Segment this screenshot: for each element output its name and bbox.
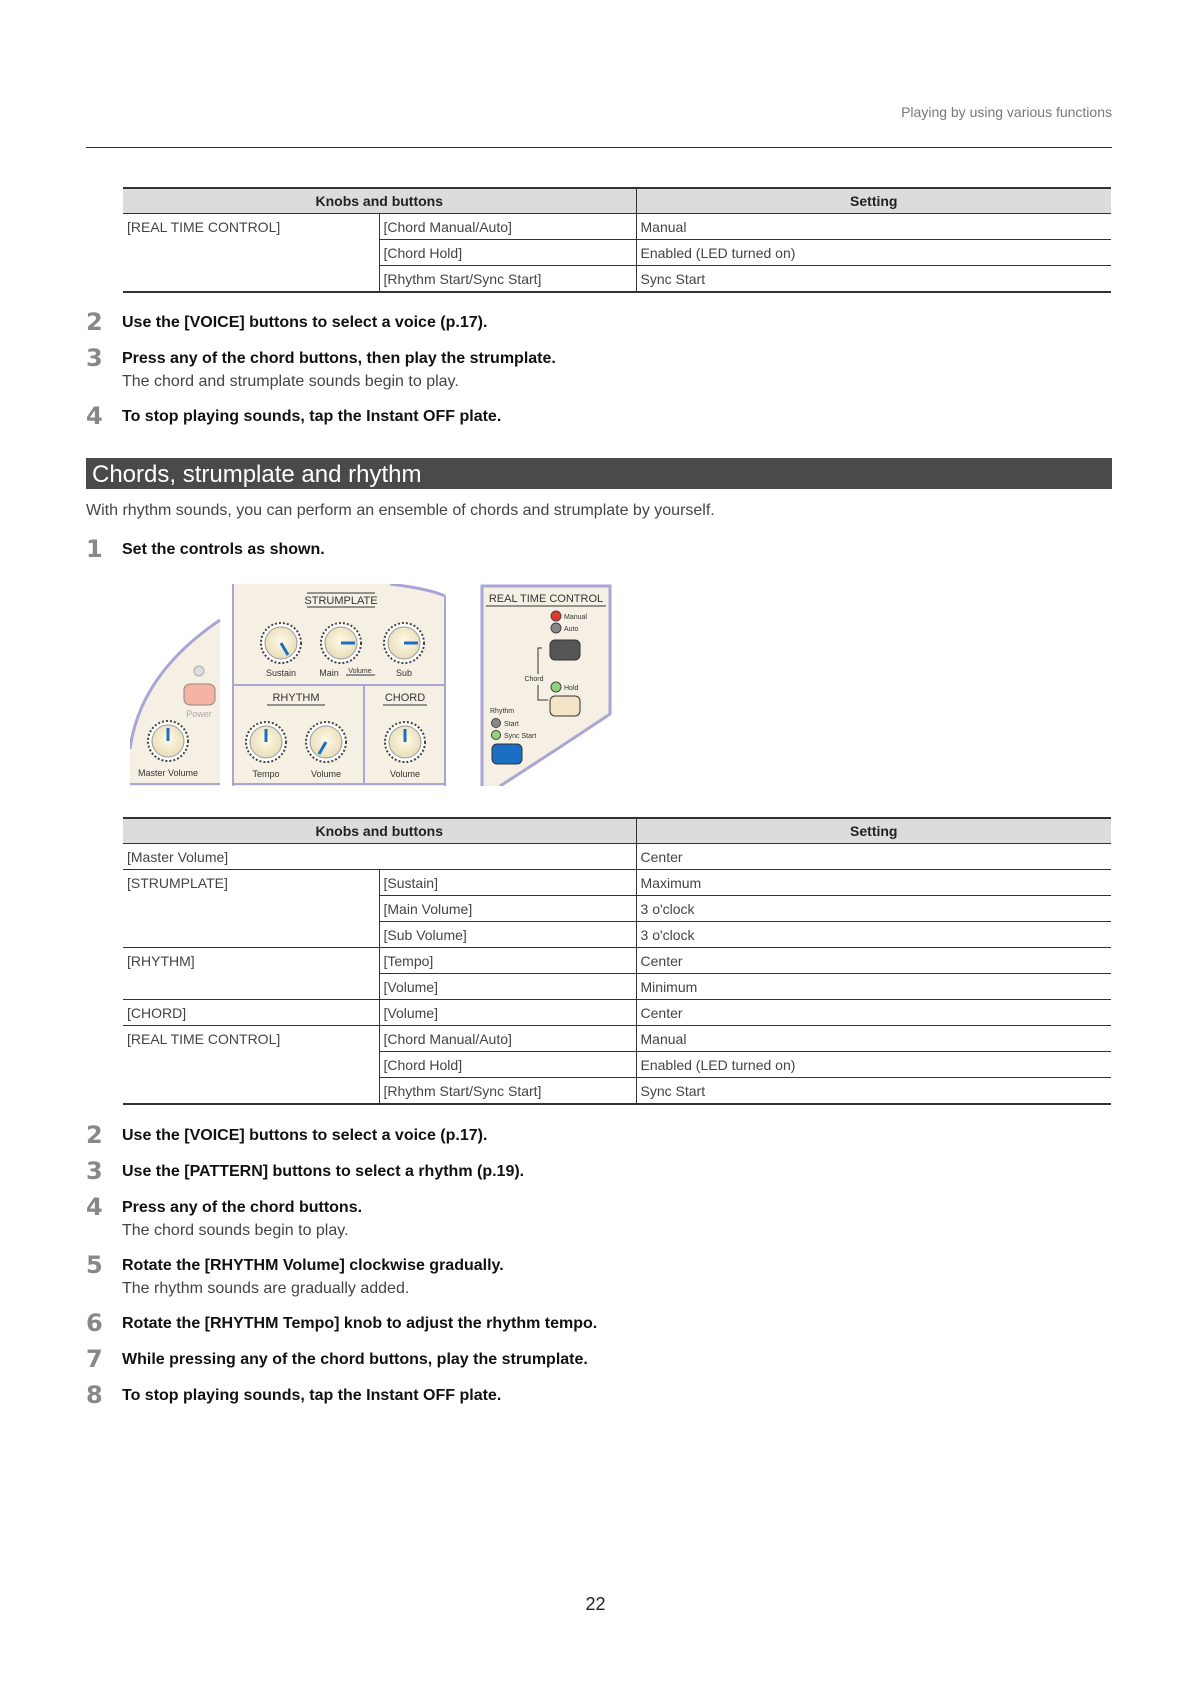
column-header-knobs: Knobs and buttons [123,188,636,214]
chord-hold-button [550,696,580,716]
master-volume-knob [148,721,188,761]
header-rule [86,147,1112,148]
table-cell-setting: Manual [636,1026,1111,1052]
power-led-icon [194,666,204,676]
table-cell-group [123,1078,379,1105]
manual-led-icon [551,611,561,621]
step-number: 3 [86,344,103,372]
auto-led-icon [551,623,561,633]
table-cell-group [123,1052,379,1078]
table-cell-setting: Minimum [636,974,1111,1000]
table-cell-item: [Sustain] [379,870,636,896]
power-button [184,684,215,705]
sync-start-label: Sync Start [504,733,537,740]
table-cell-group: [REAL TIME CONTROL] [127,218,281,235]
table-cell-setting: Enabled (LED turned on) [636,1052,1111,1078]
hold-label: Hold [564,685,579,692]
table-cell-setting: 3 o'clock [636,922,1111,948]
column-header-knobs: Knobs and buttons [123,818,636,844]
step-subtext: The rhythm sounds are gradually added. [122,1280,410,1297]
table-cell-setting: Maximum [636,870,1111,896]
tempo-label: Tempo [252,769,280,779]
master-volume-label: Master Volume [137,768,199,778]
step-subtext: The chord sounds begin to play. [122,1222,349,1239]
table-row [123,896,1111,922]
table-cell-item: [Volume] [379,1000,636,1026]
rhythm-label: RHYTHM [272,692,320,704]
step-number: 3 [86,1157,103,1185]
sync-start-led-icon [492,731,501,740]
table-cell-group [123,896,379,922]
power-label: Power [186,709,212,719]
table-cell-setting: Enabled (LED turned on) [636,240,1111,266]
page-number: 22 [585,1594,606,1614]
table-cell-item: [Chord Manual/Auto] [379,214,636,240]
table-cell-setting: Sync Start [636,1078,1111,1105]
step-text: Press any of the chord buttons. [122,1199,363,1216]
table-row [123,870,1111,896]
step-number: 2 [86,308,103,336]
step-number: 8 [86,1381,103,1409]
table-cell-item: [Volume] [379,974,636,1000]
column-header-setting: Setting [636,188,1111,214]
settings-table-1 [123,187,1111,293]
step-text: Use the [PATTERN] buttons to select a rhythm (p.19). [122,1163,525,1180]
chord-volume-knob [385,722,425,762]
main-volume-knob [321,623,361,663]
sustain-knob [261,623,301,663]
table-cell-setting: Center [636,844,1111,870]
table-cell-item: [Rhythm Start/Sync Start] [379,266,636,293]
volume-small-label: Volume [348,668,372,675]
control-panel-illustration [130,584,615,786]
running-header: Playing by using various functions [901,104,1112,120]
start-label: Start [504,721,519,728]
step-number: 6 [86,1309,103,1337]
table-row [123,214,1111,240]
step-text: Set the controls as shown. [122,541,325,558]
table-cell-item: [Chord Hold] [379,1052,636,1078]
table-cell-group: [REAL TIME CONTROL] [127,1030,281,1047]
step-text: Rotate the [RHYTHM Volume] clockwise gradually. [122,1257,504,1274]
step-number: 4 [86,402,103,430]
table-cell-group: [Master Volume] [123,844,636,870]
table-cell-item: [Rhythm Start/Sync Start] [379,1078,636,1105]
table-cell-setting: Center [636,1000,1111,1026]
step-number: 7 [86,1345,103,1373]
main-label: Main [319,668,339,678]
settings-table-2 [123,817,1111,1105]
table-cell-group: [CHORD] [123,1000,379,1026]
step-text: To stop playing sounds, tap the Instant OFF plate. [122,408,502,425]
step-text: Press any of the chord buttons, then play the strumplate. [122,350,556,367]
table-row [123,974,1111,1000]
chord-label-small: Chord [524,676,544,683]
table-cell-group [123,922,379,948]
auto-label: Auto [564,626,579,633]
table-cell-setting: Center [636,948,1111,974]
start-led-icon [492,719,501,728]
table-row [123,922,1111,948]
chord-volume-label: Volume [389,769,421,779]
table-cell-group [123,974,379,1000]
column-header-setting: Setting [636,818,1111,844]
table-cell-item: [Tempo] [379,948,636,974]
chord-label: CHORD [384,692,426,704]
table-cell-group: [RHYTHM] [127,952,195,969]
table-cell-setting: Manual [636,214,1111,240]
sub-label: Sub [395,668,413,678]
step-text: While pressing any of the chord buttons, play the strumplate. [122,1351,588,1368]
step-text: Rotate the [RHYTHM Tempo] knob to adjust the rhythm tempo. [122,1315,598,1332]
table-row [123,1052,1111,1078]
table-row [123,1078,1111,1105]
sub-volume-knob [384,623,424,663]
table-cell-item: [Chord Hold] [379,240,636,266]
table-cell-item: [Main Volume] [379,896,636,922]
step-number: 2 [86,1121,103,1149]
step-subtext: The chord and strumplate sounds begin to play. [122,373,459,390]
table-cell-group: [STRUMPLATE] [127,874,228,891]
rtc-label: REAL TIME CONTROL [488,593,604,605]
step-text: Use the [VOICE] buttons to select a voice (p.17). [122,1127,488,1144]
hold-led-icon [551,682,561,692]
section-intro: With rhythm sounds, you can perform an ensemble of chords and strumplate by yourself. [86,502,715,519]
table-row [123,948,1111,974]
step-number: 1 [86,535,103,563]
strumplate-label: STRUMPLATE [304,595,378,607]
rhythm-volume-knob [306,722,346,762]
table-cell-group [123,266,379,293]
tempo-knob [246,722,286,762]
table-row [123,240,1111,266]
rhythm-volume-label: Volume [310,769,342,779]
table-cell-group [123,240,379,266]
rhythm-label-small: Rhythm [490,708,515,715]
table-cell-item: [Chord Manual/Auto] [379,1026,636,1052]
table-row [123,266,1111,293]
table-row [123,844,1111,870]
manual-label: Manual [564,614,587,621]
step-number: 4 [86,1193,103,1221]
sustain-label: Sustain [265,668,297,678]
rhythm-start-button [492,744,522,764]
table-cell-setting: Sync Start [636,266,1111,293]
table-cell-item: [Sub Volume] [379,922,636,948]
table-row [123,1026,1111,1052]
table-cell-setting: 3 o'clock [636,896,1111,922]
section-heading-bar [86,458,1112,489]
step-text: Use the [VOICE] buttons to select a voice (p.17). [122,314,488,331]
section-title: Chords, strumplate and rhythm [92,461,422,488]
step-number: 5 [86,1251,103,1279]
table-row [123,1000,1111,1026]
step-text: To stop playing sounds, tap the Instant OFF plate. [122,1387,502,1404]
chord-manual-auto-button [550,640,580,660]
